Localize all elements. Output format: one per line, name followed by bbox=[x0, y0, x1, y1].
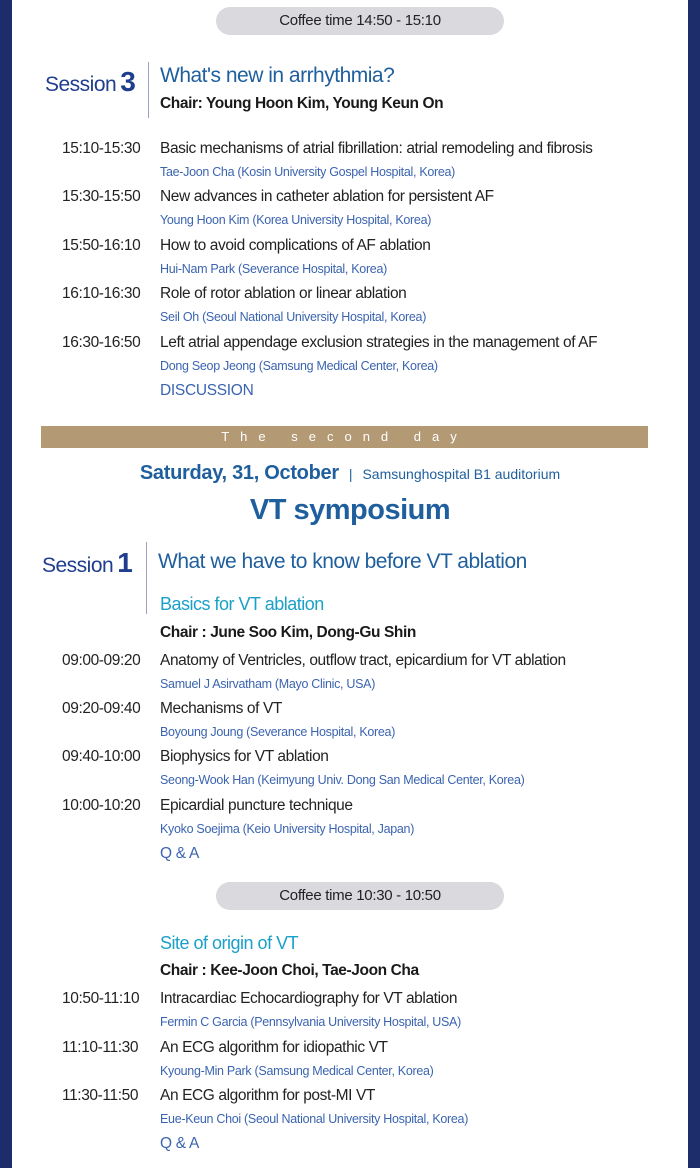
session-word: Session bbox=[42, 554, 114, 577]
second-day-band: The second day bbox=[41, 426, 648, 448]
program-item bbox=[12, 285, 688, 333]
item-title: Biophysics for VT ablation bbox=[160, 748, 329, 765]
item-speaker: Samuel J Asirvatham (Mayo Clinic, USA) bbox=[160, 677, 376, 691]
item-title: Anatomy of Ventricles, outflow tract, epicardium for VT ablation bbox=[160, 652, 566, 669]
item-time: 09:20-09:40 bbox=[62, 700, 141, 717]
item-speaker: Young Hoon Kim (Korea University Hospital, Korea) bbox=[160, 213, 432, 227]
item-title: Basic mechanisms of atrial fibrillation: atrial remodeling and fibrosis bbox=[160, 140, 593, 157]
subsession-chair: Chair : June Soo Kim, Dong-Gu Shin bbox=[160, 624, 416, 641]
symposium-title: VT symposium bbox=[249, 494, 451, 526]
program-page bbox=[12, 0, 688, 1168]
item-title: An ECG algorithm for idiopathic VT bbox=[160, 1039, 388, 1056]
program-item bbox=[12, 334, 688, 382]
event-date: Saturday, 31, October bbox=[139, 462, 339, 484]
session-label bbox=[42, 547, 132, 579]
item-time: 16:10-16:30 bbox=[62, 285, 141, 302]
item-time: 10:00-10:20 bbox=[62, 797, 141, 814]
qa-label: Q & A bbox=[160, 1135, 199, 1152]
item-title: Left atrial appendage exclusion strategies in the management of AF bbox=[160, 334, 598, 351]
item-title: Intracardiac Echocardiography for VT ablation bbox=[160, 990, 458, 1007]
program-item bbox=[12, 140, 688, 188]
item-speaker: Kyoko Soejima (Keio University Hospital, Japan) bbox=[160, 822, 415, 836]
item-speaker: Kyoung-Min Park (Samsung Medical Center, Korea) bbox=[160, 1064, 434, 1078]
program-item bbox=[12, 652, 688, 700]
item-speaker: Seong-Wook Han (Keimyung Univ. Dong San Medical Center, Korea) bbox=[160, 773, 525, 787]
subsession-title: Site of origin of VT bbox=[160, 933, 299, 953]
program-item bbox=[12, 1039, 688, 1087]
item-time: 15:50-16:10 bbox=[62, 237, 141, 254]
program-item bbox=[12, 188, 688, 236]
session-number: 1 bbox=[117, 547, 133, 578]
item-speaker: Hui-Nam Park (Severance Hospital, Korea) bbox=[160, 262, 387, 276]
program-item bbox=[12, 748, 688, 796]
subsession-title: Basics for VT ablation bbox=[160, 594, 324, 614]
item-speaker: Fermin C Garcia (Pennsylvania University Hospital, USA) bbox=[160, 1015, 461, 1029]
date-venue-line bbox=[12, 462, 688, 485]
session-title: What we have to know before VT ablation bbox=[158, 550, 527, 573]
session-divider bbox=[146, 542, 147, 614]
item-title: Mechanisms of VT bbox=[160, 700, 282, 717]
item-speaker: Tae-Joon Cha (Kosin University Gospel Hospital, Korea) bbox=[160, 165, 456, 179]
date-separator: | bbox=[348, 466, 353, 482]
item-speaker: Boyoung Joung (Severance Hospital, Korea) bbox=[160, 725, 396, 739]
item-speaker: Dong Seop Jeong (Samsung Medical Center, Korea) bbox=[160, 359, 438, 373]
session-label bbox=[45, 66, 135, 98]
subsession-chair: Chair : Kee-Joon Choi, Tae-Joon Cha bbox=[160, 962, 419, 979]
program-item bbox=[12, 990, 688, 1038]
session-divider bbox=[148, 62, 149, 118]
item-time: 09:40-10:00 bbox=[62, 748, 141, 765]
item-title: Epicardial puncture technique bbox=[160, 797, 353, 814]
program-item bbox=[12, 1087, 688, 1135]
item-time: 09:00-09:20 bbox=[62, 652, 141, 669]
item-time: 10:50-11:10 bbox=[62, 990, 140, 1007]
coffee-break-badge: Coffee time 14:50 - 15:10 bbox=[216, 7, 504, 35]
coffee-break-badge: Coffee time 10:30 - 10:50 bbox=[216, 882, 504, 910]
session-title: What's new in arrhythmia? bbox=[160, 64, 395, 87]
item-time: 11:10-11:30 bbox=[62, 1039, 139, 1056]
program-item bbox=[12, 797, 688, 845]
item-time: 11:30-11:50 bbox=[62, 1087, 139, 1104]
qa-label: Q & A bbox=[160, 845, 199, 862]
session-chair: Chair: Young Hoon Kim, Young Keun On bbox=[160, 95, 444, 112]
program-item bbox=[12, 700, 688, 748]
item-speaker: Seil Oh (Seoul National University Hospital, Korea) bbox=[160, 310, 427, 324]
item-title: New advances in catheter ablation for persistent AF bbox=[160, 188, 494, 205]
item-title: Role of rotor ablation or linear ablation bbox=[160, 285, 407, 302]
program-item bbox=[12, 237, 688, 285]
event-venue: Samsunghospital B1 auditorium bbox=[362, 466, 561, 482]
discussion-label: DISCUSSION bbox=[160, 382, 254, 399]
session-number: 3 bbox=[120, 66, 136, 97]
item-speaker: Eue-Keun Choi (Seoul National University Hospital, Korea) bbox=[160, 1112, 469, 1126]
item-time: 16:30-16:50 bbox=[62, 334, 141, 351]
item-time: 15:10-15:30 bbox=[62, 140, 141, 157]
session-word: Session bbox=[45, 73, 117, 96]
item-title: An ECG algorithm for post-MI VT bbox=[160, 1087, 375, 1104]
item-title: How to avoid complications of AF ablation bbox=[160, 237, 431, 254]
item-time: 15:30-15:50 bbox=[62, 188, 141, 205]
